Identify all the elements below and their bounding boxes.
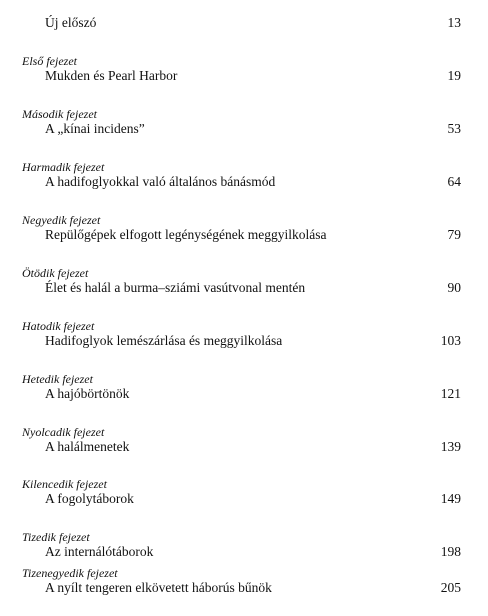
entry-title: A fogolytáborok [45,491,134,506]
toc-row [0,580,488,596]
page-number: 13 [447,15,461,30]
toc-row [0,15,488,31]
chapter-label: Tizedik fejezet [22,530,90,544]
chapter-label: Első fejezet [22,54,77,68]
page-number: 103 [440,333,461,348]
toc-row [0,544,488,560]
page-number: 139 [440,439,461,454]
entry-title: Az internálótáborok [45,544,154,559]
toc-row [0,333,488,349]
toc-row [0,280,488,296]
page-number: 53 [447,121,461,136]
entry-title: A nyílt tengeren elkövetett háborús bűnök [45,580,272,595]
chapter-label: Hetedik fejezet [22,372,93,386]
entry-title: A halálmenetek [45,439,130,454]
toc-row [0,386,488,402]
toc-row [0,68,488,84]
toc-row [0,121,488,137]
chapter-label: Negyedik fejezet [22,213,101,227]
page-number: 19 [447,68,461,83]
entry-title: Hadifoglyok lemészárlása és meggyilkolása [45,333,283,348]
toc-row [0,439,488,455]
chapter-label: Ötödik fejezet [22,266,89,280]
page-number: 90 [447,280,461,295]
entry-title: Élet és halál a burma–sziámi vasútvonal mentén [45,280,306,295]
chapter-label: Tizenegyedik fejezet [22,566,118,580]
toc-row [0,491,488,507]
entry-title: A „kínai incidens” [45,121,145,136]
chapter-label: Harmadik fejezet [22,160,105,174]
page-number: 205 [440,580,461,595]
entry-title: A hajóbörtönök [45,386,130,401]
toc-row [0,174,488,190]
entry-title: Új előszó [45,15,97,30]
page-number: 79 [447,227,461,242]
page-number: 121 [440,386,461,401]
page-number: 149 [440,491,461,506]
chapter-label: Második fejezet [22,107,97,121]
page-number: 64 [447,174,461,189]
entry-title: Mukden és Pearl Harbor [45,68,178,83]
page-number: 198 [440,544,461,559]
toc-row [0,227,488,243]
chapter-label: Nyolcadik fejezet [22,425,105,439]
entry-title: A hadifoglyokkal való általános bánásmód [45,174,276,189]
chapter-label: Kilencedik fejezet [22,477,107,491]
entry-title: Repülőgépek elfogott legénységének meggyilkolása [45,227,327,242]
chapter-label: Hatodik fejezet [22,319,95,333]
